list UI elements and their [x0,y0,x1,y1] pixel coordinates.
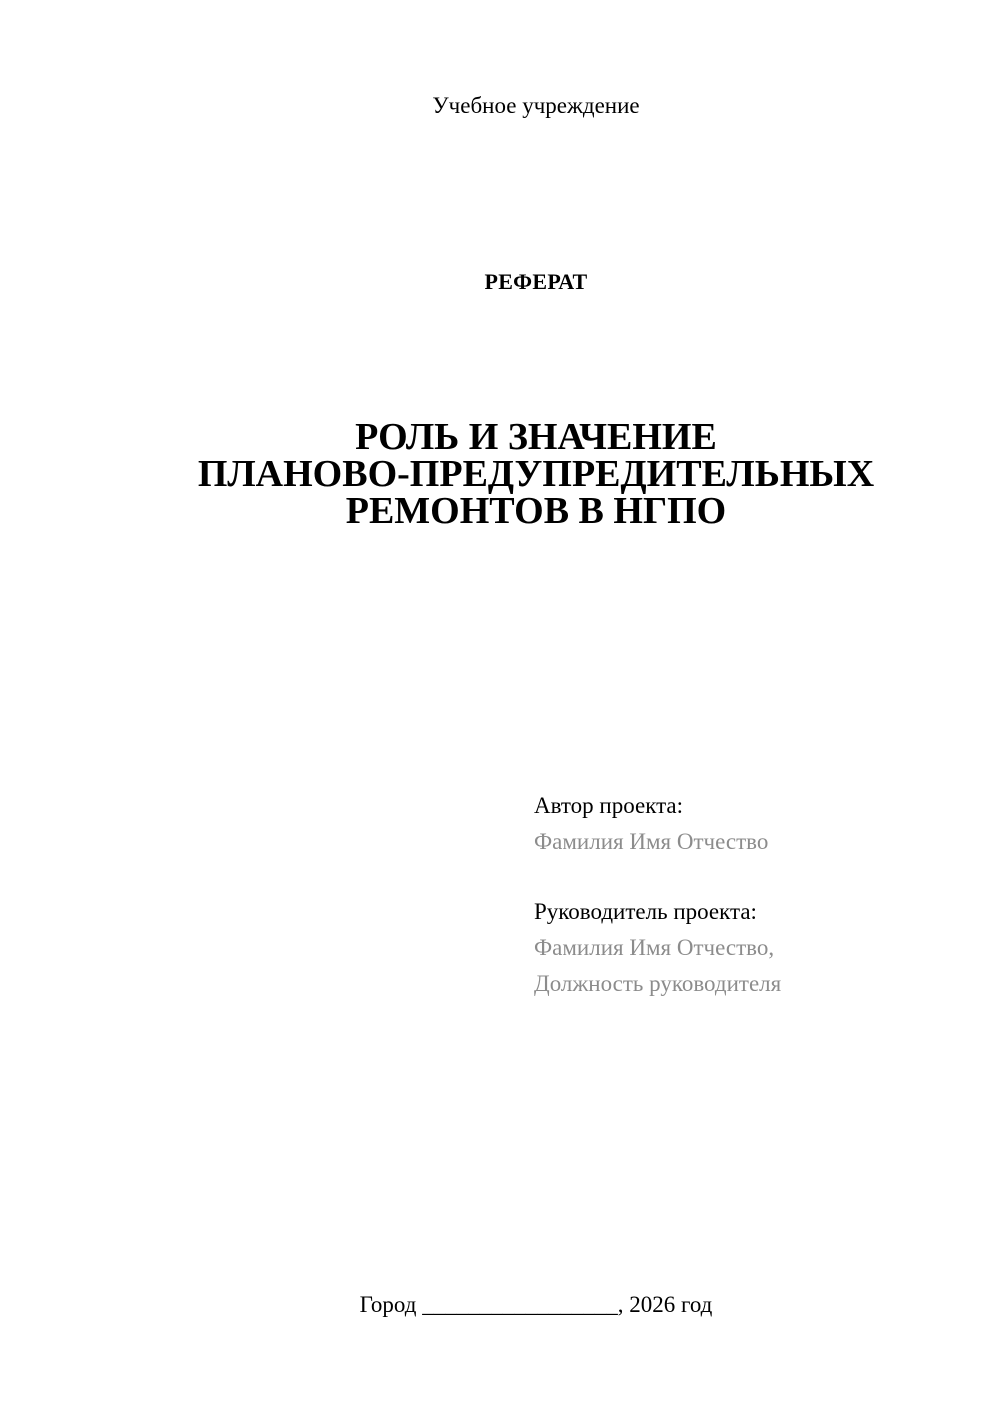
author-label: Автор проекта: [534,793,683,818]
institution-name: Учебное учреждение [432,93,640,118]
city-year-line: Город _________________, 2026 год [359,1292,713,1317]
document-type: РЕФЕРАТ [484,269,588,294]
project-info [534,788,974,1002]
supervisor-position: Должность руководителя [534,971,782,996]
supervisor-label: Руководитель проекта: [534,899,757,924]
document-title [0,416,1000,532]
title-line: ПЛАНОВО-ПРЕДУПРЕДИТЕЛЬНЫХ [197,453,875,495]
title-line: РЕМОНТОВ В НГПО [345,490,727,532]
supervisor-name: Фамилия Имя Отчество, [534,935,775,960]
info-spacer [534,860,974,894]
title-line: РОЛЬ И ЗНАЧЕНИЕ [355,416,717,458]
author-name: Фамилия Имя Отчество [534,829,769,854]
